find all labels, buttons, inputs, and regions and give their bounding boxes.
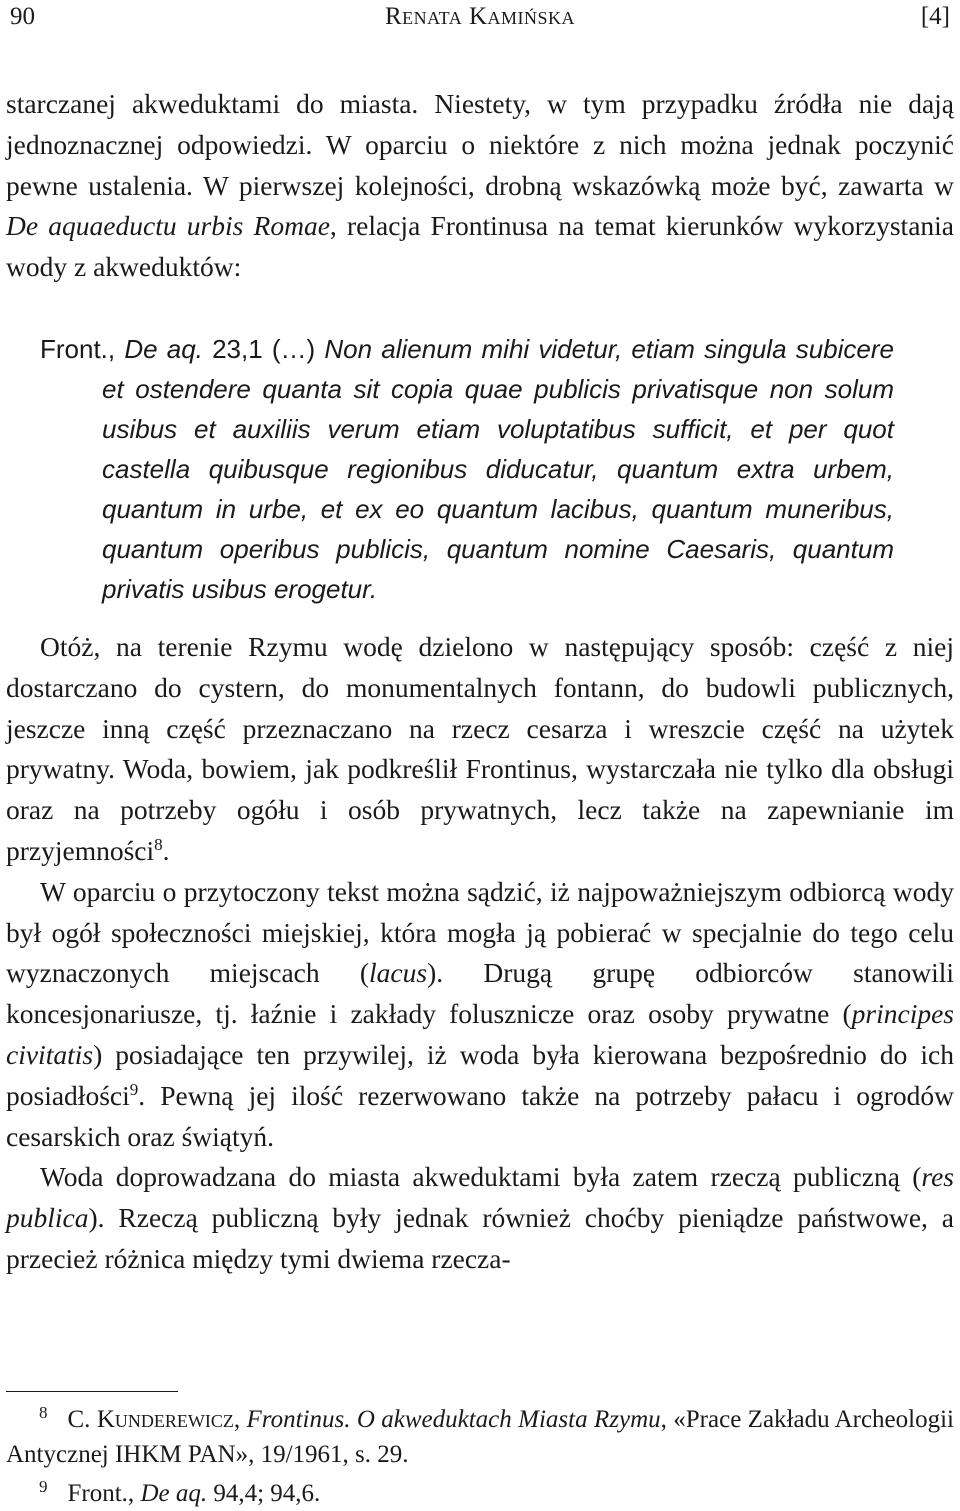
footnote-8: $^8$ C. Kunderewicz, Frontinus. O akweduktach Miasta Rzymu, «Prace Zakładu Archeologii Antycznej IHKM PAN», 19/1961, s. 29. [6,1402,954,1468]
footnote-mark: 9 [39,1476,48,1496]
footnote-separator [6,1391,178,1392]
section-number: [4] [920,3,950,30]
footnote-9: $^9$ Front., De aq. 94,4; 94,6. [39,1476,321,1507]
paragraph-1: starczanej akweduktami do miasta. Niestety, w tym przypadku źródła nie dają jednoznacznej odpowiedzi. W oparciu o niektóre z nich można jednak poczynić pewne ustalenia. W pierwszej kolejności, drobną wskazówką może być, zawarta w De aquaeductu urbis Romae, relacja Frontinusa na temat kierunków wykorzystania wody z akweduktów: [6,88,954,283]
block-quote: Front., De aq. 23,1 (…) Non alienum mihi videtur, etiam singula subicere et ostendere quanta sit copia quae publicis privatisque non solum usibus et auxiliis verum etiam voluptatibus sufficit, et per quot castella quibusque regionibus diducatur, quantum extra urbem, quantum in urbe, et ex eo quantum lacibus, quantum muneribus, quantum operibus publicis, quantum nomine Caesaris, quantum privatis usibus erogetur. [40,333,895,604]
footnotes [6,1402,954,1511]
paragraph-4: Woda doprowadzana do miasta akweduktami była zatem rzeczą publiczną (res publica). Rzeczą publiczną były jednak również choćby pieniądze państwowe, a przecież różnica między tymi dwiema rzecza- [6,1161,954,1274]
page-number: 90 [10,3,35,30]
work-title: De aquaeductu urbis Romae [6,210,330,242]
footnote-mark: 8 [39,1402,48,1422]
running-header [10,0,950,40]
paragraph-2: Otóż, na terenie Rzymu wodę dzielono w następujący sposób: część z niej dostarczano do cystern, do monumentalnych fontann, do budowli publicznych, jeszcze inną część przeznaczano na rzecz cesarza i wreszcie część na użytek prywatny. Woda, bowiem, jak podkreślił Frontinus, wystarczała nie tylko dla obsługi oraz na potrzeby ogółu i osób prywatnych, lecz także na zapewnianie im przyjemności$^8$. [6,630,954,866]
main-text [6,84,954,1280]
footnote-ref-9[interactable]: 9 [129,1079,139,1099]
footnote-ref-8[interactable]: 8 [154,834,163,854]
running-head-author: Renata Kamińska [384,3,576,30]
latin-quotation: Non alienum mihi videtur, etiam singula subicere et ostendere quanta sit copia quae publicis privatisque non solum usibus et auxiliis verum etiam voluptatibus sufficit, et per quot castella quibusque regionibus diducatur, quantum extra urbem, quantum in urbe, et ex eo quantum lacibus, quantum muneribus, quantum operibus publicis, quantum nomine Caesaris, quantum privatis usibus erogetur. [102,333,895,604]
paragraph-3: W oparciu o przytoczony tekst można sądzić, iż najpoważniejszym odbiorcą wody był ogół społeczności miejskiej, która mogła ją pobierać w specjalnie do tego celu wyznaczonych miejscach (lacus). Drugą grupę odbiorców stanowili koncesjonariusze, tj. łaźnie i zakłady folusznicze oraz osoby prywatne (principes civitatis) posiadające ten przywilej, iż woda była kierowana bezpośrednio do ich posiadłości$^9$. Pewną jej ilość rezerwowano także na potrzeby pałacu i ogrodów cesarskich oraz świątyń. [6,875,955,1152]
